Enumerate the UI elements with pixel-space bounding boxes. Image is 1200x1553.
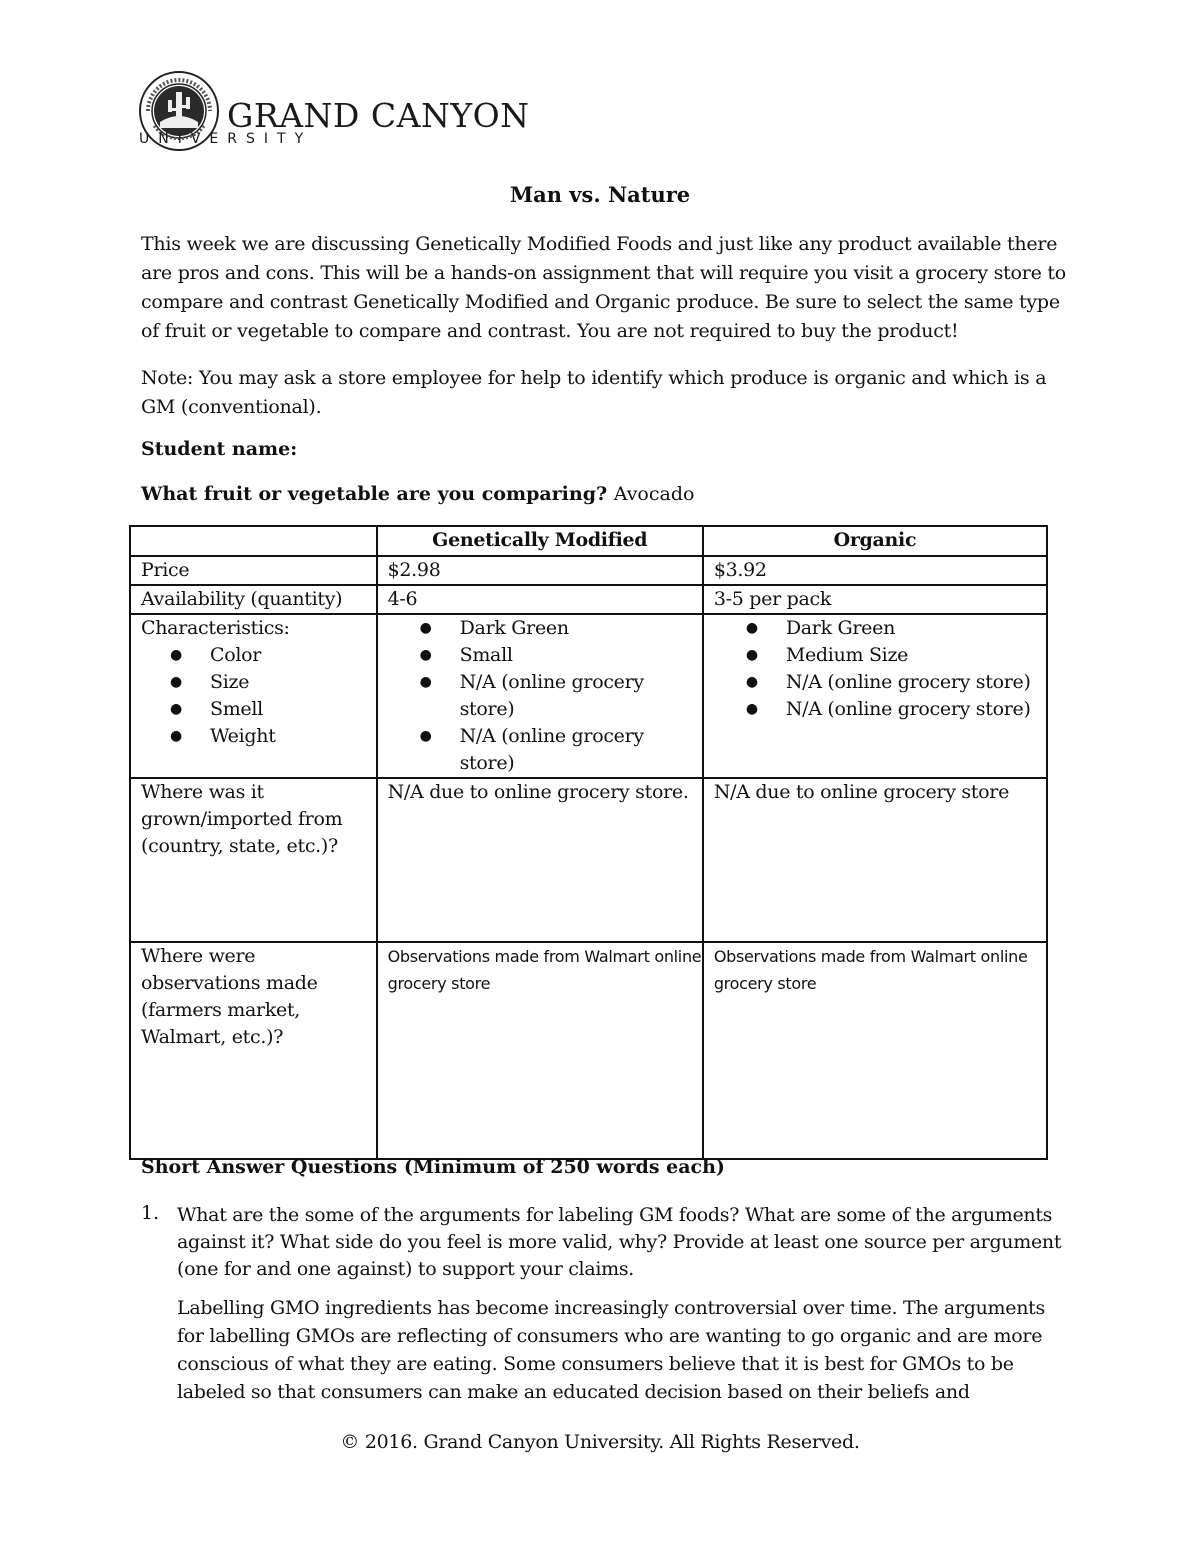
table-row-observations <box>130 942 1047 1159</box>
list-item: ● Smell <box>210 696 376 723</box>
list-item: ● N/A (online grocery store) <box>460 669 702 723</box>
table-header-row <box>130 526 1047 556</box>
observed-label: Where were observations made (farmers market, Walmart, etc.)? <box>130 942 377 1159</box>
origin-gm: N/A due to online grocery store. <box>377 778 703 942</box>
characteristics-gm-list <box>388 615 702 777</box>
table-header-organic: Organic <box>703 526 1047 556</box>
price-organic: $3.92 <box>703 556 1047 585</box>
table-row-characteristics <box>130 614 1047 778</box>
page-title: Man vs. Nature <box>509 182 691 207</box>
table-row-price <box>130 556 1047 585</box>
list-item: ● N/A (online grocery store) <box>786 696 1046 723</box>
comparison-table <box>129 525 1048 1160</box>
origin-label: Where was it grown/imported from (country, state, etc.)? <box>130 778 377 942</box>
list-item: ● Size <box>210 669 376 696</box>
note-paragraph: Note: You may ask a store employee for help to identify which produce is organic and which is a GM (conventional). <box>141 367 1047 418</box>
availability-gm: 4-6 <box>377 585 703 614</box>
list-item: ● Dark Green <box>786 615 1046 642</box>
university-subtitle: UNIVERSITY <box>139 131 313 147</box>
availability-organic: 3-5 per pack <box>703 585 1047 614</box>
characteristics-label: Characteristics: <box>141 617 290 639</box>
comparing-value: Avocado <box>613 483 695 505</box>
origin-organic: N/A due to online grocery store <box>703 778 1047 942</box>
copyright-footer: © 2016. Grand Canyon University. All Rights Reserved. <box>340 1431 860 1453</box>
list-item: ● Weight <box>210 723 376 750</box>
list-item: ● Medium Size <box>786 642 1046 669</box>
list-item: ● Small <box>460 642 702 669</box>
list-item: ● N/A (online grocery store) <box>786 669 1046 696</box>
list-item: ● Color <box>210 642 376 669</box>
question-text: What are the some of the arguments for labeling GM foods? What are some of the arguments against it? What side do you feel is more valid, why? Provide at least one source per argument (one for and one against) to support your claims. <box>177 1204 1062 1280</box>
question-number: 1. <box>141 1202 160 1224</box>
comparing-label: What fruit or vegetable are you comparing? <box>141 483 608 505</box>
characteristics-organic-list <box>714 615 1046 723</box>
list-item: ● N/A (online grocery store) <box>460 723 702 777</box>
answer-text: Labelling GMO ingredients has become increasingly controversial over time. The arguments for labelling GMOs are reflecting of consumers who are wanting to go organic and are more conscious of what they are eating. Some consumers believe that it is best for GMOs to be labeled so that consumers can make an educated decision based on their beliefs and <box>177 1297 1045 1403</box>
characteristics-list <box>141 642 376 750</box>
student-name-label: Student name: <box>141 438 298 460</box>
characteristics-label-cell <box>130 614 377 778</box>
observed-gm: Observations made from Walmart online grocery store <box>377 942 703 1159</box>
availability-label: Availability (quantity) <box>130 585 377 614</box>
short-answer-heading: Short Answer Questions (Minimum of 250 words each) <box>141 1156 725 1178</box>
characteristics-gm <box>377 614 703 778</box>
list-item: ● Dark Green <box>460 615 702 642</box>
table-row-availability <box>130 585 1047 614</box>
characteristics-organic <box>703 614 1047 778</box>
price-gm: $2.98 <box>377 556 703 585</box>
comparing-question <box>141 483 694 505</box>
table-header-empty <box>130 526 377 556</box>
table-header-gm: Genetically Modified <box>377 526 703 556</box>
price-label: Price <box>130 556 377 585</box>
intro-paragraph: This week we are discussing Genetically Modified Foods and just like any product available there are pros and cons. This will be a hands-on assignment that will require you visit a grocery store to compare and contrast Genetically Modified and Organic produce. Be sure to select the same type of fruit or vegetable to compare and contrast. You are not required to buy the product! <box>141 233 1066 342</box>
table-row-origin <box>130 778 1047 942</box>
observed-organic: Observations made from Walmart online grocery store <box>703 942 1047 1159</box>
university-name: GRAND CANYON <box>227 96 530 135</box>
